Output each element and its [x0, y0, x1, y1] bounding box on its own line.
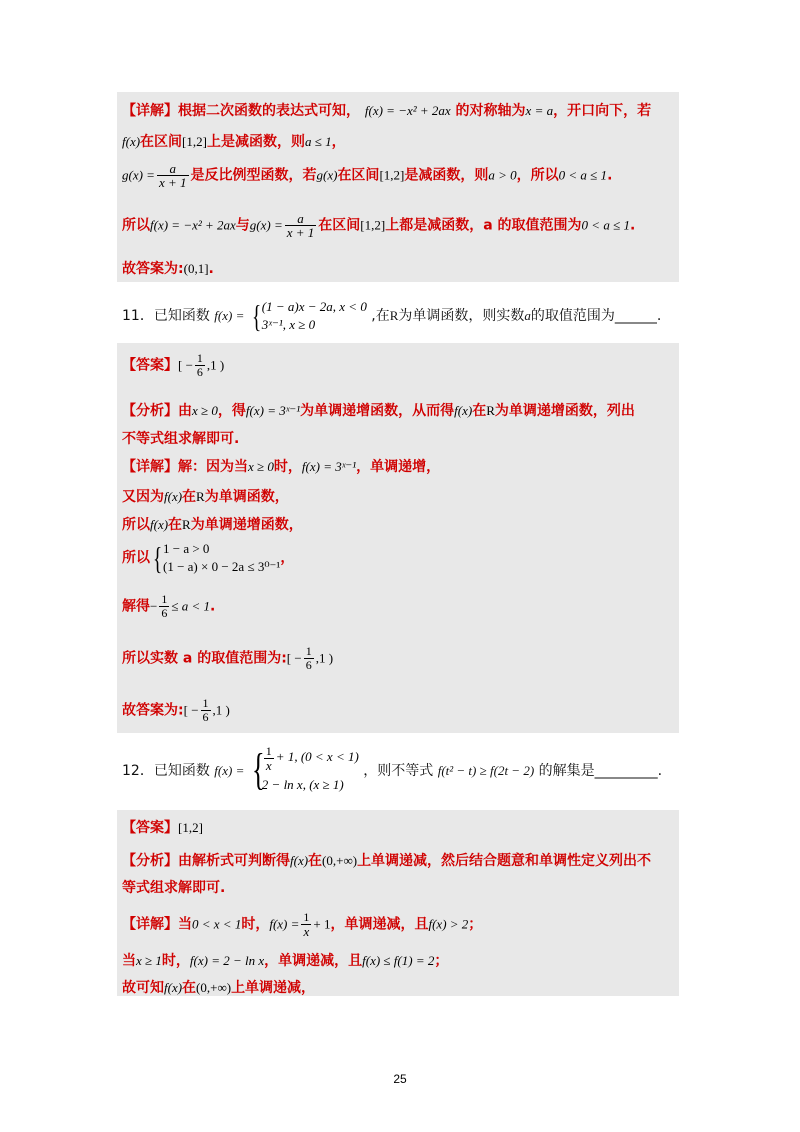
q12-detail-1: 【详解】当0 < x < 1时，f(x) = $\frac{1}{x}$ + 1，单调递减，且f(x) > 2； — [122, 910, 483, 939]
q11-detail-3: 所以f(x)在R为单调递增函数， — [122, 517, 303, 533]
inequality-system: { 1 − a > 0 (1 − a) × 0 − 2a ≤ 3⁰⁻¹ — [153, 540, 281, 576]
q11-detail-2: 又因为f(x)在R为单调函数， — [122, 489, 289, 505]
page-number: 25 — [393, 1072, 407, 1086]
q11-answer: 【答案】[ − $\frac{1}{6}$ ,1 ) — [122, 351, 225, 379]
q11-detail-7: 故答案为:[ − $\frac{1}{6}$ ,1 ) — [122, 696, 230, 724]
fraction: $\frac{1}{6}$ — [202, 696, 209, 724]
sec10-line2: f(x)在区间[1,2]上是减函数，则a ≤ 1， — [122, 134, 346, 150]
piecewise-function: { $\frac{1}{x}$ + 1, (0 < x < 1) 2 − ln x, (x ≥ 1) — [251, 743, 359, 794]
sec10-line1: 【详解】根据二次函数的表达式可知， f(x) = −x² + 2ax 的对称轴为x = a，开口向下，若 — [122, 103, 652, 119]
q11-detail-1: 【详解】解：因为当x ≥ 0时，f(x) = 3ˣ⁻¹，单调递增， — [122, 459, 441, 475]
q12-detail-3: 故可知f(x)在(0,+∞)上单调递减， — [122, 980, 316, 996]
q12-analysis: 【分析】由解析式可判断得f(x)在(0,+∞)上单调递减，然后结合题意和单调性定义列出不 — [122, 853, 652, 869]
q12-detail-2: 当x ≥ 1时，f(x) = 2 − ln x，单调递减，且f(x) ≤ f(1) = 2； — [122, 953, 449, 969]
question-12: 12．已知函数 f(x) = { $\frac{1}{x}$ + 1, (0 < x < 1) 2 − ln x, (x ≥ 1) ，则不等式 f(t² − t) ≥ f(2t − 2) 的解集是_________. — [122, 744, 662, 798]
q12-analysis-line2: 等式组求解即可. — [122, 880, 226, 896]
q11-detail-4: 所以 { 1 − a > 0 (1 − a) × 0 − 2a ≤ 3⁰⁻¹ ， — [122, 540, 295, 576]
sec10-line5: 故答案为:(0,1]. — [122, 261, 214, 277]
q11-detail-5: 解得− $\frac{1}{6}$ ≤ a < 1. — [122, 592, 216, 620]
fraction: $\frac{a}{x + 1}$ — [158, 161, 187, 190]
q11-detail-6: 所以实数 a 的取值范围为:[ − $\frac{1}{6}$ ,1 ) — [122, 644, 334, 672]
q11-analysis-line2: 不等式组求解即可. — [122, 431, 240, 447]
q11-analysis: 【分析】由x ≥ 0，得f(x) = 3ˣ⁻¹为单调递增函数，从而得f(x)在R为单调递增函数，列出 — [122, 403, 635, 419]
sec10-line4: 所以f(x) = −x² + 2ax与g(x) = $\frac{a}{x + 1}$ 在区间[1,2]上都是减函数，a 的取值范围为0 < a ≤ 1. — [122, 211, 636, 240]
piecewise-function: { (1 − a)x − 2a, x < 0 3ˣ⁻¹, x ≥ 0 — [251, 298, 367, 334]
fraction: $\frac{1}{x}$ — [303, 910, 310, 939]
q12-answer: 【答案】[1,2] — [122, 820, 203, 836]
sec10-line3: g(x) = $\frac{a}{x + 1}$ 是反比例型函数，若g(x)在区间[1,2]是减函数，则a > 0，所以0 < a ≤ 1. — [122, 161, 613, 190]
question-11: 11．已知函数 f(x) = { (1 − a)x − 2a, x < 0 3ˣ⁻¹, x ≥ 0 ,在R为单调函数，则实数a的取值范围为______. — [122, 298, 662, 334]
fraction: $\frac{1}{6}$ — [161, 592, 168, 620]
fraction: $\frac{a}{x + 1}$ — [286, 211, 315, 240]
fraction: $\frac{1}{6}$ — [305, 644, 312, 672]
fraction: $\frac{1}{6}$ — [196, 351, 203, 379]
